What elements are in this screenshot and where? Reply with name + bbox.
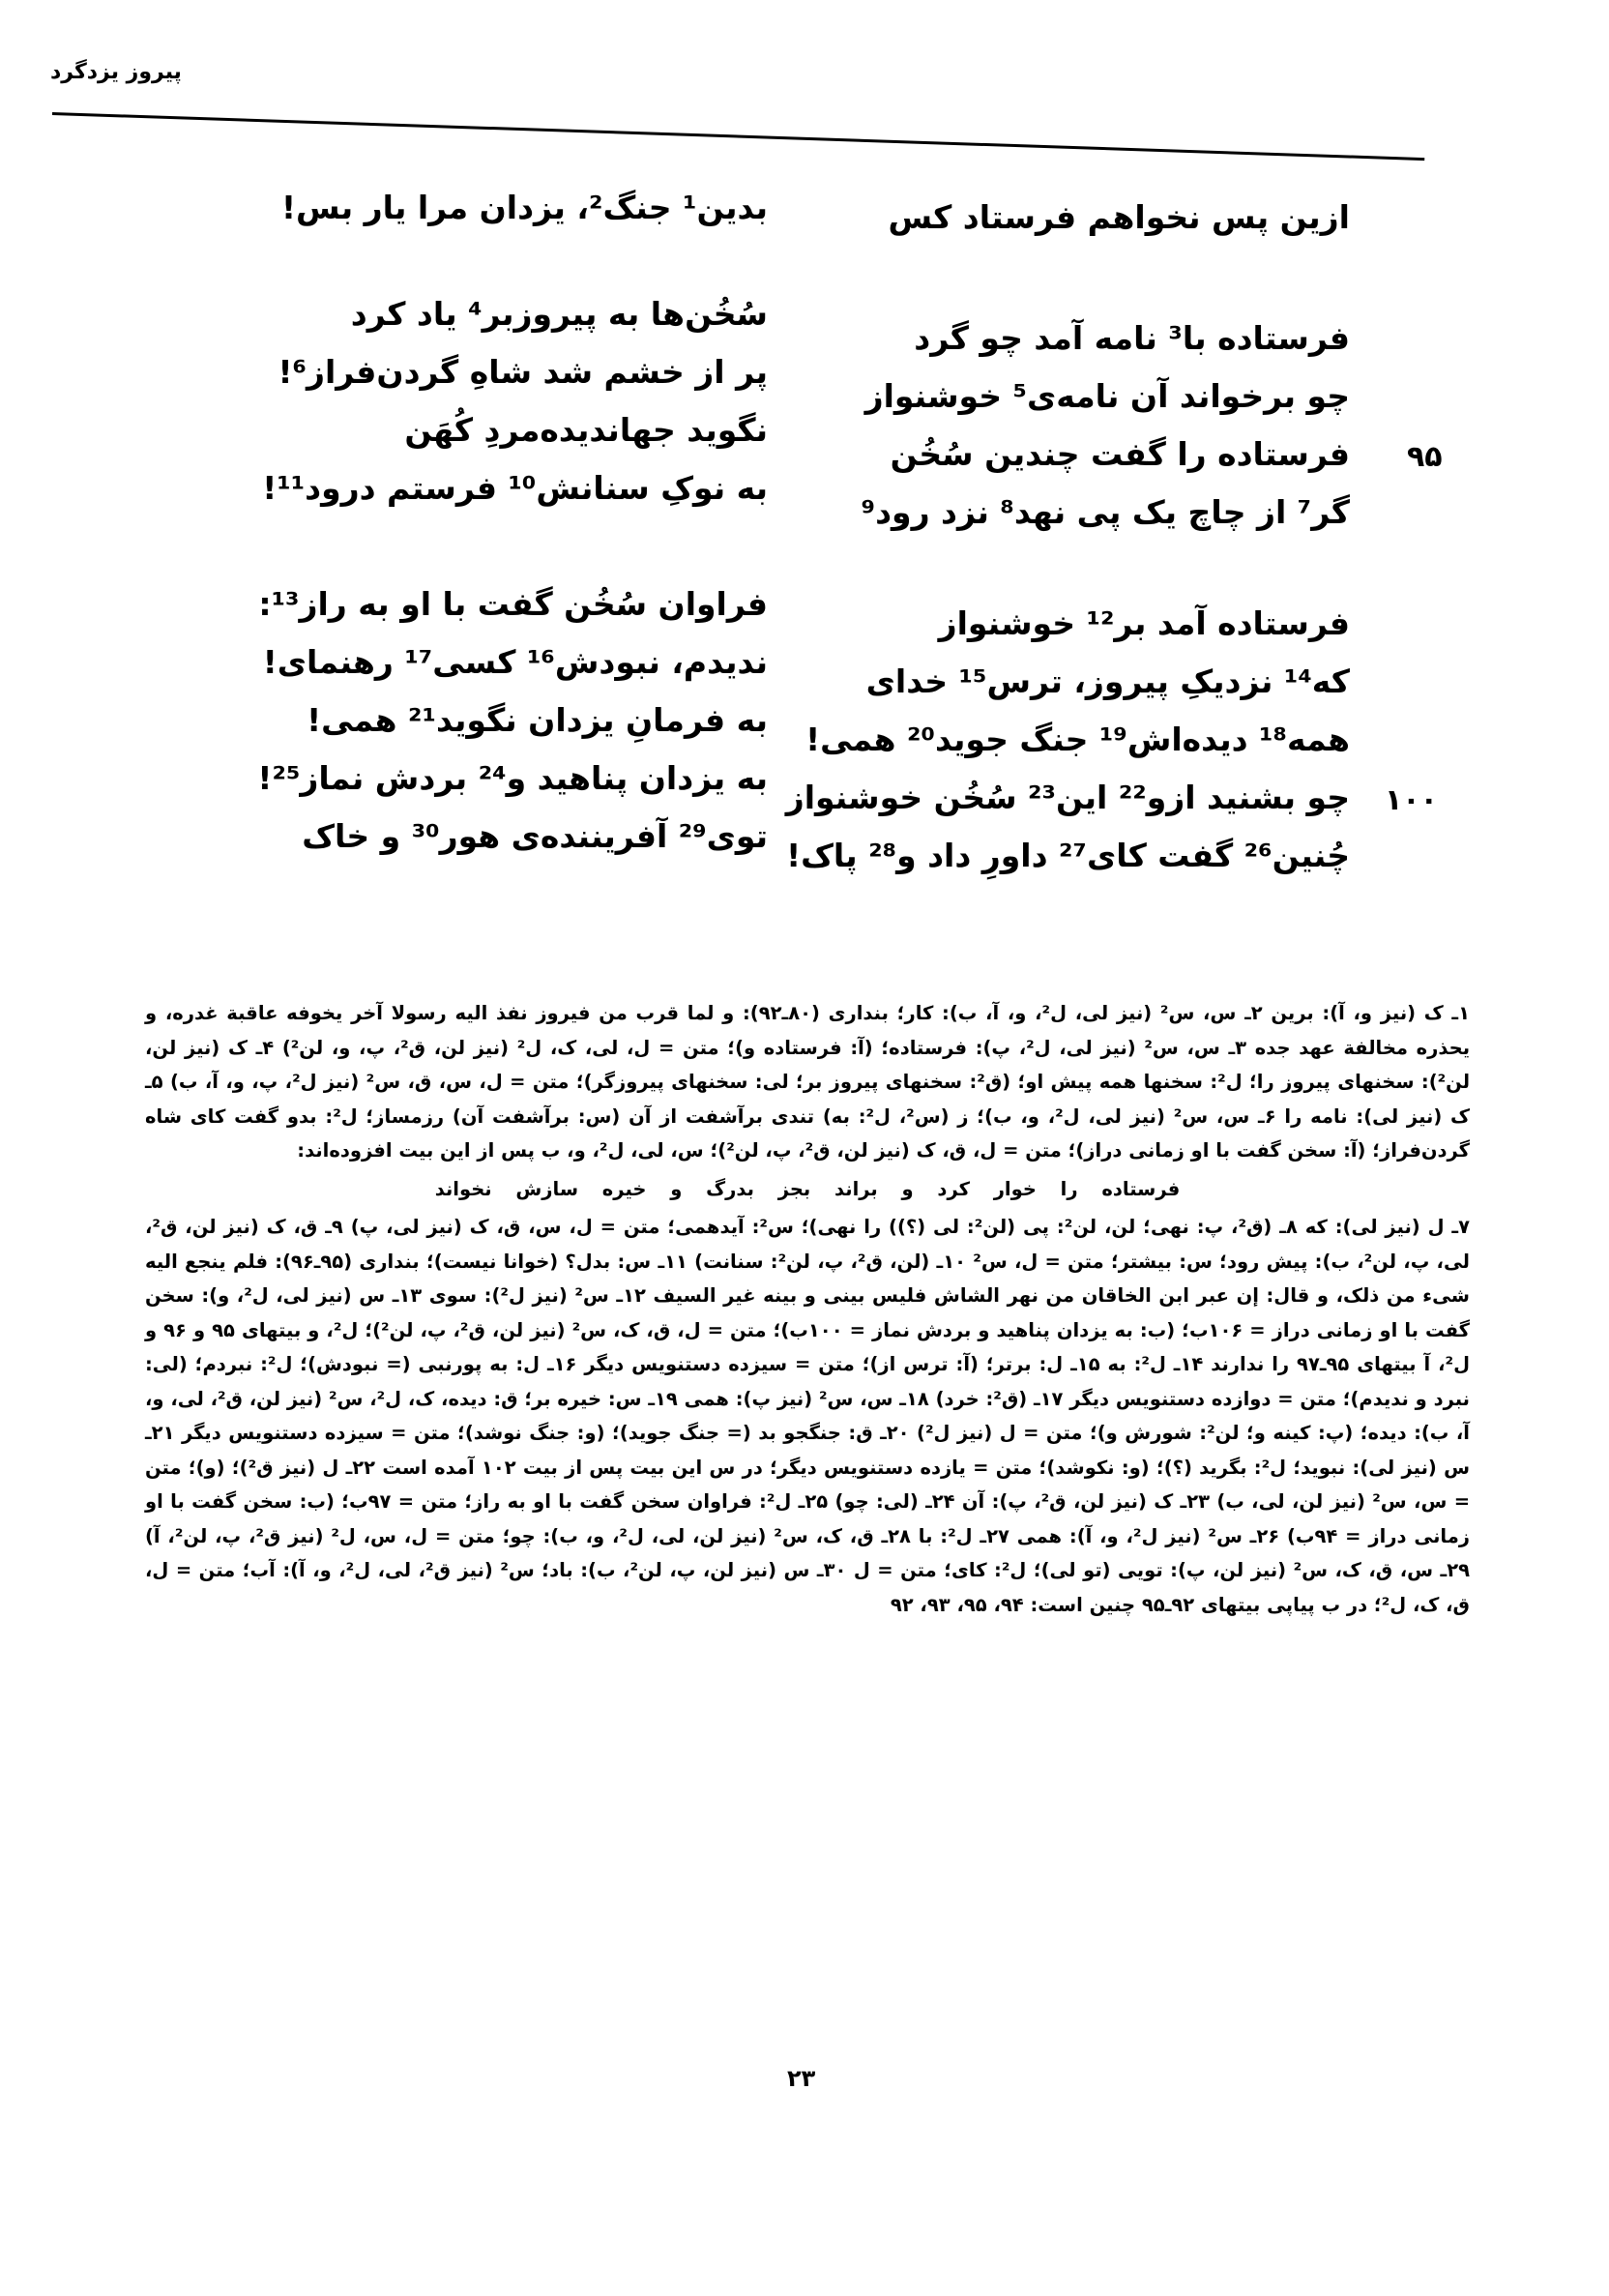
hemistich: چو بشنید ازو²² این²³ سُخُن خوشنواز [785, 779, 1350, 816]
hemistich: چُنین²⁶ گفت کای²⁷ داورِ داد و²⁸ پاک! [786, 837, 1350, 874]
footnote-paragraph: ۷ـ ل (نیز لی): که ۸ـ (ق²، پ: نهی؛ لن، لن²: پی (لن²: لی (؟)) را نهی)؛ س²: آیدهمی؛ متن = ل، س، ق، ک (نیز لی، پ) ۹ـ ق، ک (نیز لن، ق²، لی، پ، لن²، ب): پیش رود؛ س: بیشتر؛ متن = ل، س² ۱۰ـ (لن، ق²، پ، لن²: سنانت) ۱۱ـ س: بدل؟ (خوانا نیست)؛ بنداری (۹۵ـ۹۶): فلم ینجع الیه شیء من ذلک، و قال: إن عبر ابن الخاقان من نهر الشاش فلیس بینی و بینه غیر السیف ۱۲ـ س² (نیز ل²): سوی ۱۳ـ س (نیز لی، ل²، و): سخن گفت با او زمانی دراز = ۱۰۶ب؛ (ب: به یزدان پناهید و بردش نماز = ۱۰۰ب)؛ متن = ل، ق، ک، س² (نیز لن، ق²، پ، لن²)؛ ل²، و بیتهای ۹۵ و ۹۶ و ل²، آ بیتهای ۹۵ـ۹۷ را ندارند ۱۴ـ ل²: به ۱۵ـ ل: برتر؛ (آ: ترس از)؛ متن = سیزده دستنویس دیگر ۱۶ـ ل: به پورنبی (= نبودش)؛ ل²: نبردم؛ (لی: نبرد و ندیدم)؛ متن = دوازده دستنویس دیگر ۱۷ـ (ق²: خرد) ۱۸ـ س، س² (نیز پ): همی ۱۹ـ س: خیره بر؛ ق: دیده، ک، ل²، س² (نیز لن، ق²، لی، و، آ، ب): دیده؛ (پ: کینه و؛ لن²: شورش و)؛ متن = ل (نیز ل²) ۲۰ـ ق: جنگجو بد (= جنگ جوید)؛ (و: جنگ نوشد)؛ متن = سیزده دستنویس دیگر ۲۱ـ س (نیز لی): نبوید؛ ل²: بگرید (؟)؛ (و: نکوشد)؛ متن = یازده دستنویس دیگر؛ در س این بیت پس از بیت ۱۰۲ آمده است ۲۲ـ ل (نیز ق²)؛ (و)؛ متن = س، س² (نیز لن، لی، ب) ۲۳ـ ک (نیز لن، ق²، پ): آن ۲۴ـ (لی: چو) ۲۵ـ ل²: فراوان سخن گفت با او به راز؛ متن = ۹۷ب؛ (ب: سخن گفت با او زمانی دراز = ۹۴ب) ۲۶ـ س² (نیز ل²، و، آ): همی ۲۷ـ ل²: با ۲۸ـ ق، ک، س² (نیز لن، لی، ل²، و، ب): چو؛ متن = ل، س، ل² (نیز ق²، پ، لن²، آ) ۲۹ـ س، ق، ک، س² (نیز لن، پ): تویی (تو لی)؛ ل²: کای؛ متن = ل ۳۰ـ س (نیز لن، پ، لن²، ب): باد؛ س² (نیز ق²، لی، ل²، و، آ): آب؛ متن = ل، ق، ک، ل²؛ در ب پیاپی بیتهای ۹۲ـ۹۵ چنین است: ۹۴، ۹۵، ۹۳، ۹۲ [145, 1216, 1471, 1616]
inserted-verse: فرستاده را خوار کرد و براند بجز بدرگ و خیره سازش نخواند [434, 1177, 1181, 1200]
page-number: ۲۳ [787, 2065, 816, 2092]
verse-column-right [785, 189, 1350, 885]
hemistich: ندیدم، نبودش¹⁶ کسی¹⁷ رهنمای! [262, 643, 768, 681]
hemistich: فرستاده را گفت چندین سُخُن [890, 435, 1350, 473]
hemistich: به یزدان پناهید و²⁴ بردش نماز²⁵! [257, 759, 768, 797]
footnote-paragraph: ۱ـ ک (نیز و، آ): برین ۲ـ س، س² (نیز لی، ل²، و، آ، ب): کار؛ بنداری (۸۰ـ۹۲): و لما قرب من فیروز نفذ الیه رسولا آخر یخوفه عاقبة غدره، و یحذره مخالفة عهد جده ۳ـ س، س² (نیز لی، ل²، پ): فرستاده؛ (آ: فرستاده و)؛ متن = ل، لی، ک، ل² (نیز لن، ق²، پ، و، لن²) ۴ـ ک (نیز لن، لن²): سخنهای پیروز را؛ ل²: سخنها همه پیش او؛ (ق²: سخنهای پیروز بر؛ لی: سخنهای پیروزگر)؛ متن = ل، س، ق، س² (نیز ل²، پ، و، آ، ب) ۵ـ ک (نیز لی): نامه را ۶ـ س، س² (نیز لی، ل²، و، ب)؛ ز (س²، ل²: به) تندی برآشفت از آن (س: برآشفت آن) رزمساز؛ ل²: بدو گفت کای شاه گردن‌فراز؛ (آ: سخن گفت با او زمانی دراز)؛ متن = ل، ق، ک (نیز لن، ق²، پ، لن²)؛ س، لی، ل²، و، ب پس از این بیت افزوده‌اند: [145, 1002, 1471, 1162]
hemistich: فرستاده آمد بر¹² خوشنواز [938, 604, 1350, 642]
hemistich: فراوان سُخُن گفت با او به راز¹³: [258, 585, 768, 623]
hemistich: سُخُن‌ها به پیروزبر⁴ یاد کرد [350, 295, 768, 333]
hemistich: ازین پس نخواهم فرستاد کس [888, 198, 1350, 236]
hemistich: بدین¹ جنگ²، یزدان مرا یار بس! [281, 189, 768, 226]
header-rule [52, 112, 1424, 161]
line-number: ۹۵ [1407, 440, 1443, 474]
footnotes [145, 996, 1470, 1622]
hemistich: چو برخواند آن نامه‌ی⁵ خوشنواز [864, 377, 1350, 415]
line-number: ۱۰۰ [1385, 783, 1438, 817]
verse-column-left [257, 179, 768, 875]
hemistich: پر از خشم شد شاهِ گردن‌فراز⁶! [278, 353, 768, 391]
hemistich: فرستاده با³ نامه آمد چو گرد [914, 319, 1350, 357]
hemistich: به نوکِ سنانش¹⁰ فرستم درود¹¹! [262, 469, 768, 507]
hemistich: گر⁷ از چاچ یک پی نهد⁸ نزد رود⁹ [861, 493, 1350, 531]
hemistich: که¹⁴ نزدیکِ پیروز، ترس¹⁵ خدای [865, 662, 1350, 700]
hemistich: نگوید جهاندیده‌مردِ کُهَن [404, 411, 768, 449]
hemistich: به فرمانِ یزدان نگوید²¹ همی! [307, 701, 768, 739]
hemistich: همه¹⁸ دیده‌اش¹⁹ جنگ جوید²⁰ همی! [805, 721, 1350, 758]
running-header-title: پیروز یزدگرد [50, 60, 182, 84]
hemistich: توی²⁹ آفریننده‌ی هور³⁰ و خاک [302, 817, 768, 855]
